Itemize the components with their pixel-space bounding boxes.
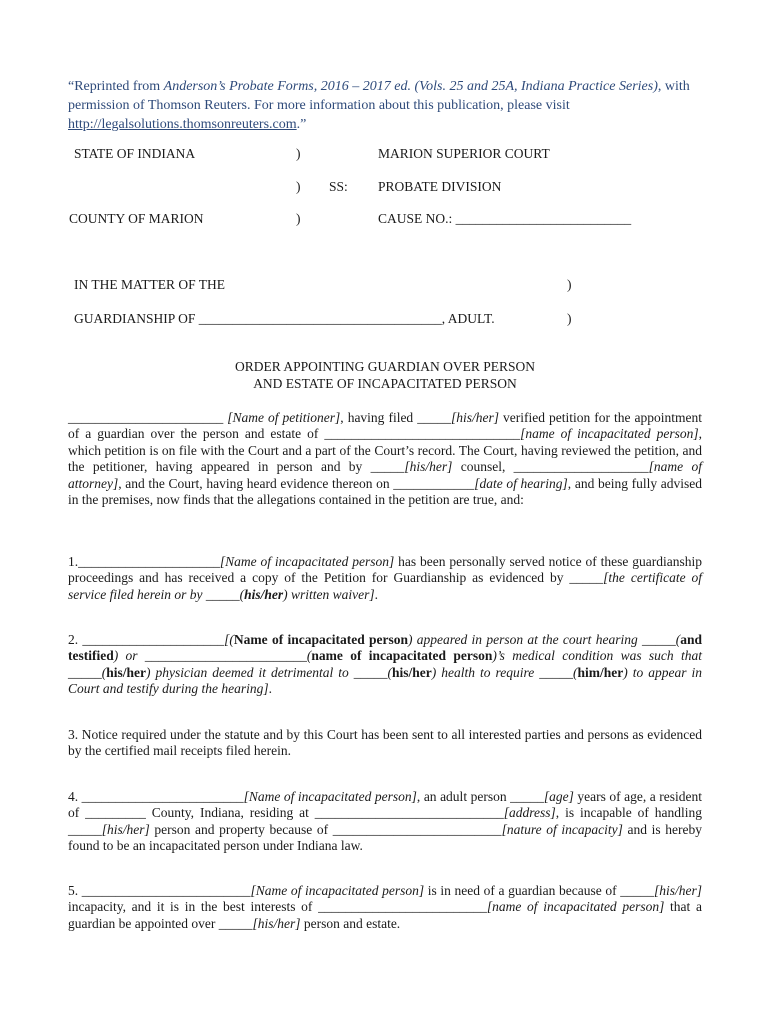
caption-county: COUNTY OF MARION	[69, 211, 204, 226]
finding-1: 1._____________________[Name of incapacitated person] has been personally served notice of these guardianship proceedings and has received a copy of the Petition for Guardianship as evidenced by _____[the certificate of service filed herein or by _____(his/her) written waiver].	[68, 554, 702, 602]
order-title-line1: ORDER APPOINTING GUARDIAN OVER PERSON	[234, 359, 536, 374]
caption-court: MARION SUPERIOR COURT	[378, 146, 550, 161]
finding-4: 4. ________________________[Name of incapacitated person], an adult person _____[age] years of age, a resident of _________ County, Indiana, residing at ____________________________[address], is incapable of handling _____[his/her] person and property because of _________________________[nature of incapacity] and is hereby found to be an incapacitated person under Indiana law.	[68, 789, 703, 854]
intro-paragraph: _______________________ [Name of petitioner], having filed _____[his/her] verified petition for the appointment of a guardian over the person and estate of _____________________________[name of incapacitated person], which petition is on file with the Court and a part of the Court’s record. The Court, having reviewed the petition, and the petitioner, having appeared in person and by _____[his/her] counsel, ____________________[name of attorney], and the Court, having heard evidence thereon on ____________[date of hearing], and being fully advised in the premises, now finds that the allegations contained in the petition are true, and:	[68, 410, 702, 508]
order-title	[68, 358, 702, 392]
reprint-close: .”	[296, 117, 307, 132]
reprint-notice	[68, 77, 708, 134]
reprint-open: “Reprinted from	[68, 79, 164, 94]
caption-paren: )	[296, 211, 301, 226]
reprint-middle: , with permission of Thomson Reuters. For more information about this publication, please visit	[68, 79, 690, 113]
caption-matter-line1: IN THE MATTER OF THE	[74, 277, 225, 292]
caption-ss: SS:	[329, 179, 348, 194]
order-title-line2: AND ESTATE OF INCAPACITATED PERSON	[253, 376, 517, 391]
caption-cause-no: CAUSE NO.: __________________________	[378, 211, 632, 226]
reprint-book-title: Anderson’s Probate Forms, 2016 – 2017 ed. (Vols. 25 and 25A, Indiana Practice Series)	[163, 79, 658, 94]
caption-paren: )	[296, 179, 301, 194]
caption-state: STATE OF INDIANA	[74, 146, 196, 161]
thomson-reuters-link[interactable]: http://legalsolutions.thomsonreuters.com	[68, 117, 297, 132]
caption-paren: )	[567, 277, 572, 292]
caption-paren: )	[296, 146, 301, 161]
finding-3: 3. Notice required under the statute and by this Court has been sent to all interested parties and persons as evidenced by the certified mail receipts filed herein.	[68, 727, 702, 759]
caption-division: PROBATE DIVISION	[378, 179, 502, 194]
finding-2: 2. _____________________[(Name of incapacitated person) appeared in person at the court hearing _____(and testified) or ________________________(name of incapacitated person)’s medical condition was such that _____(his/her) physician deemed it detrimental to _____(his/her) health to require _____(him/her) to appear in Court and testify during the hearing].	[68, 632, 703, 697]
finding-5: 5. _________________________[Name of incapacitated person] is in need of a guardian because of _____[his/her] incapacity, and it is in the best interests of _________________________[name of incapacitated person] that a guardian be appointed over _____[his/her] person and estate.	[68, 883, 702, 931]
caption-paren: )	[567, 311, 572, 326]
caption-matter-line2: GUARDIANSHIP OF ____________________________________, ADULT.	[74, 311, 495, 326]
